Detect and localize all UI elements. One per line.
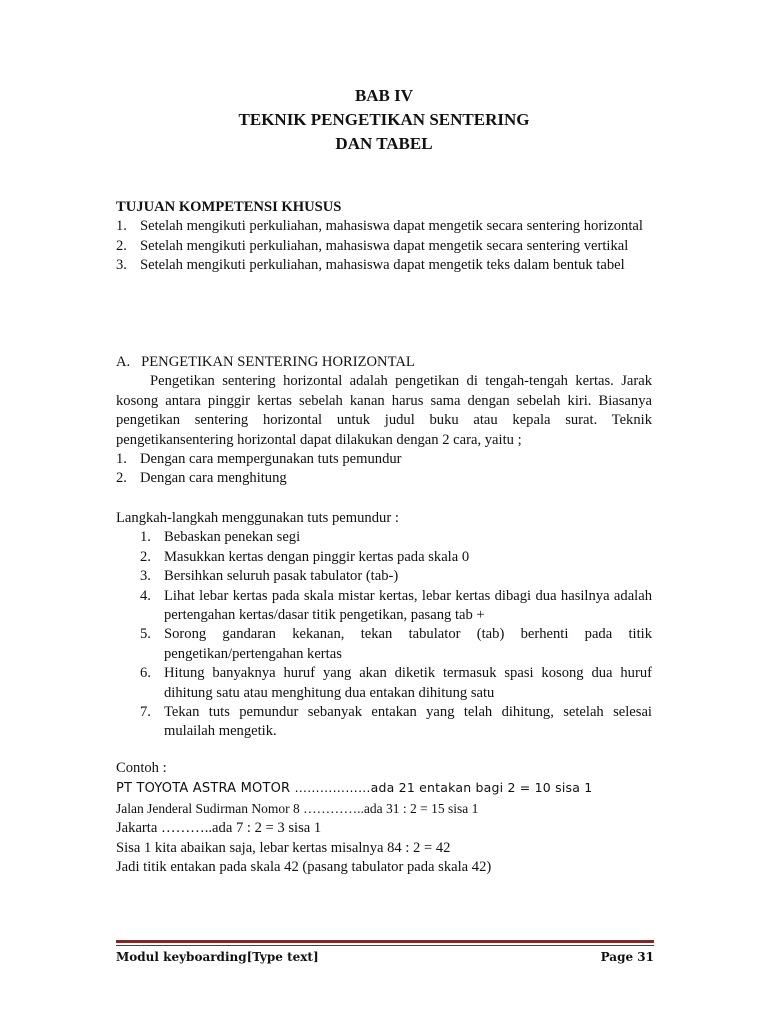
methods-list [116, 450, 652, 489]
footer-rule [116, 940, 654, 943]
example-heading: Contoh : [116, 760, 167, 776]
step-item: 4. Lihat lebar kertas pada skala mistar kertas, lebar kertas dibagi dua hasilnya adalah pertengahan kertas/dasar titik pengetikan, pasang tab + [140, 587, 652, 624]
example-line-3-calc: ………..ada 7 : 2 = 3 sisa 1 [157, 820, 322, 837]
step-item: 6. Hitung banyaknya huruf yang akan diketik termasuk spasi kosong dua huruf dihitung satu atau menghitung dua entakan dihitung satu [140, 665, 652, 701]
chapter-title-line-2: DAN TABEL [335, 134, 433, 153]
step-item: 3. Bersihkan seluruh pasak tabulator (tab-) [140, 568, 399, 585]
objectives-section [116, 198, 652, 276]
step-item: 7. Tekan tuts pemundur sebanyak entakan yang telah dihitung, setelah selesai mulailah mengetik. [140, 704, 652, 740]
method-item: 2. Dengan cara menghitung [116, 470, 287, 487]
section-a [116, 353, 652, 489]
objective-item: 1. Setelah mengikuti perkuliahan, mahasiswa dapat mengetik secara sentering horizontal [116, 218, 643, 235]
section-a-paragraph: Pengetikan sentering horizontal adalah pengetikan di tengah-tengah kertas. Jarak kosong antara pinggir kertas sebelah kanan harus sama dengan sebelah kiri. Biasanya pengetikan sentering horizontal untuk judul buku atau kepala surat. Teknik pengetikansentering horizontal dapat dilakukan dengan 2 cara, yaitu ; [116, 373, 652, 448]
steps-section [116, 509, 652, 742]
chapter-number: BAB IV [354, 86, 414, 105]
objectives-list [116, 217, 652, 275]
chapter-title-line-1: TEKNIK PENGETIKAN SENTERING [238, 110, 530, 129]
step-item: 5. Sorong gandaran kekanan, tekan tabulator (tab) berhenti pada titik pengetikan/pertengahan kertas [140, 626, 652, 662]
footer-module-label: Modul keyboarding[Type text] [116, 950, 319, 964]
example-line-2 [116, 799, 652, 819]
step-item: 1. Bebaskan penekan segi [140, 529, 301, 546]
example-line-2-name: Jalan Jenderal Sudirman Nomor 8 [116, 800, 300, 816]
example-line-3 [116, 819, 652, 838]
page-footer [116, 950, 654, 964]
example-line-3-name: Jakarta [116, 820, 158, 837]
example-line-1-calc: ………………ada 21 entakan bagi 2 = 10 sisa 1 [290, 780, 593, 796]
chapter-title [0, 84, 768, 156]
example-line-1-name: PT TOYOTA ASTRA MOTOR [116, 781, 291, 797]
example-line-1 [116, 778, 652, 798]
section-a-heading: A. PENGETIKAN SENTERING HORIZONTAL [116, 354, 415, 370]
steps-list [116, 528, 652, 741]
method-item: 1. Dengan cara mempergunakan tuts pemundur [116, 451, 402, 468]
example-line-4: Sisa 1 kita abaikan saja, lebar kertas misalnya 84 : 2 = 42 [116, 839, 451, 856]
example-line-2-calc: …………..ada 31 : 2 = 15 sisa 1 [299, 800, 479, 816]
objectives-heading: TUJUAN KOMPETENSI KHUSUS [116, 199, 342, 215]
footer-rule-thin [116, 945, 654, 946]
objective-item: 2. Setelah mengikuti perkuliahan, mahasiswa dapat mengetik secara sentering vertikal [116, 237, 629, 254]
footer-page-number: Page 31 [600, 950, 654, 964]
example-section [116, 759, 652, 877]
step-item: 2. Masukkan kertas dengan pinggir kertas pada skala 0 [140, 548, 470, 565]
example-line-5: Jadi titik entakan pada skala 42 (pasang tabulator pada skala 42) [116, 859, 492, 876]
steps-intro: Langkah-langkah menggunakan tuts pemundur : [116, 510, 399, 526]
objective-item: 3. Setelah mengikuti perkuliahan, mahasiswa dapat mengetik teks dalam bentuk tabel [116, 257, 625, 274]
